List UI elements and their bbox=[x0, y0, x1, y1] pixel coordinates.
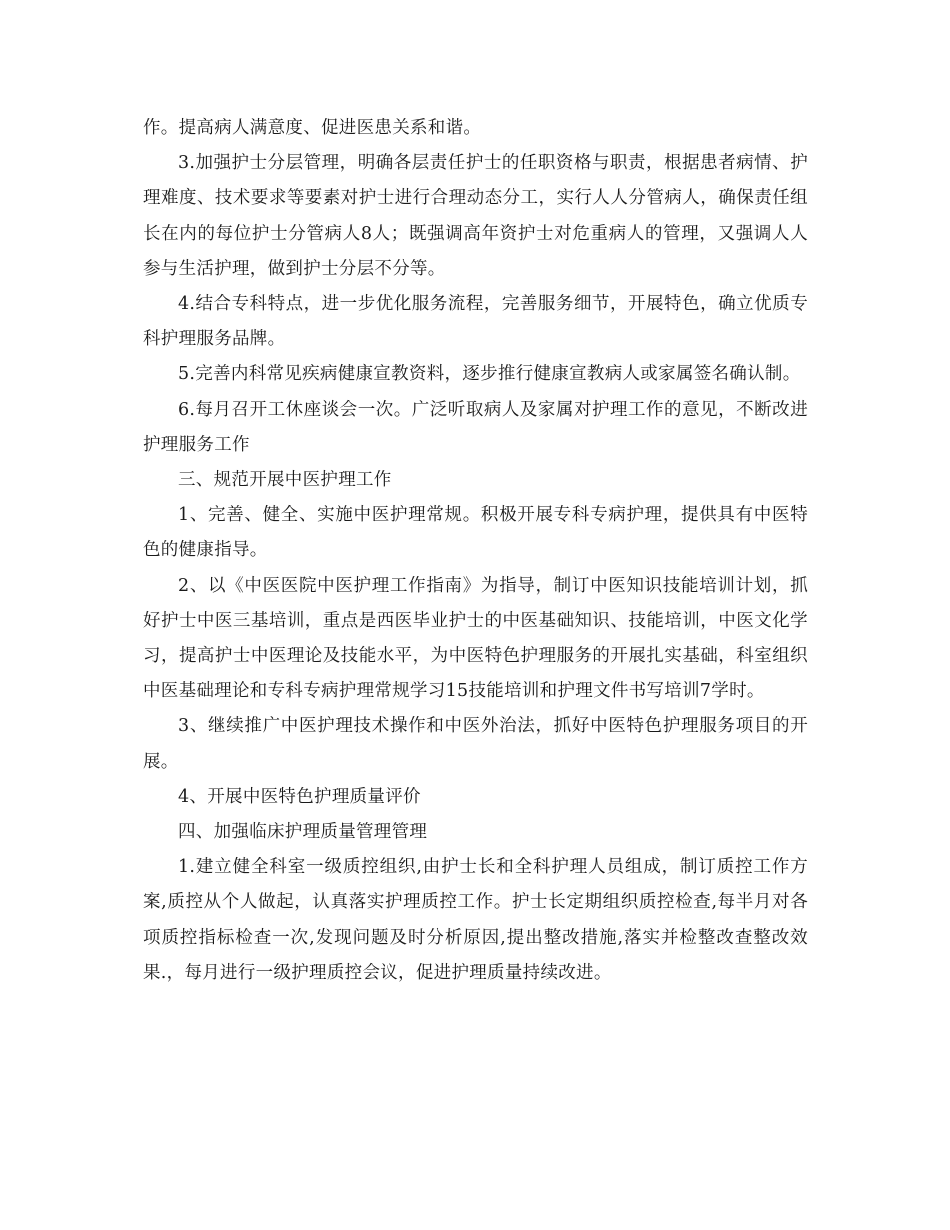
section-heading-4: 四、加强临床护理质量管理管理 bbox=[178, 822, 428, 843]
paragraph-tcm-4: 4、开展中医特色护理质量评价 bbox=[178, 786, 421, 807]
paragraph-item-3: 3.加强护士分层管理，明确各层责任护士的任职资格与职责，根据患者病情、护理难度、技术要求等要素对护士进行合理动态分工，实行人人分管病人，确保责任组长在内的每位护士分管病人8人；既强调高年资护士对危重病人的管理，又强调人人参与生活护理，做到护士分层不分等。 bbox=[143, 153, 808, 279]
document-body bbox=[143, 111, 808, 991]
paragraph-tcm-1: 1、完善、健全、实施中医护理常规。积极开展专科专病护理，提供具有中医特色的健康指导。 bbox=[143, 505, 808, 561]
paragraph-tcm-2: 2、以《中医医院中医护理工作指南》为指导，制订中医知识技能培训计划，抓好护士中医三基培训，重点是西医毕业护士的中医基础知识、技能培训，中医文化学习，提高护士中医理论及技能水平，为中医特色护理服务的开展扎实基础，科室组织中医基础理论和专科专病护理常规学习15技能培训和护理文件书写培训7学时。 bbox=[143, 575, 808, 702]
paragraph-tcm-3: 3、继续推广中医护理技术操作和中医外治法，抓好中医特色护理服务项目的开展。 bbox=[143, 716, 808, 772]
section-heading-3: 三、规范开展中医护理工作 bbox=[178, 470, 392, 491]
paragraph-quality-1: 1.建立健全科室一级质控组织,由护士长和全科护理人员组成，制订质控工作方案,质控从个人做起，认真落实护理质控工作。护士长定期组织质控检查,每半月对各项质控指标检查一次,发现问题及时分析原因,提出整改措施,落实并检整改查整改效果.，每月进行一级护理质控会议，促进护理质量持续改进。 bbox=[143, 857, 808, 983]
paragraph-item-4: 4.结合专科特点，进一步优化服务流程，完善服务细节，开展特色，确立优质专科护理服务品牌。 bbox=[143, 294, 808, 350]
paragraph-item-5: 5.完善内科常见疾病健康宣教资料，逐步推行健康宣教病人或家属签名确认制。 bbox=[178, 364, 801, 385]
paragraph-continuation: 作。提高病人满意度、促进医患关系和谐。 bbox=[143, 118, 482, 138]
paragraph-item-6: 6.每月召开工休座谈会一次。广泛听取病人及家属对护理工作的意见，不断改进护理服务工作 bbox=[143, 399, 808, 455]
